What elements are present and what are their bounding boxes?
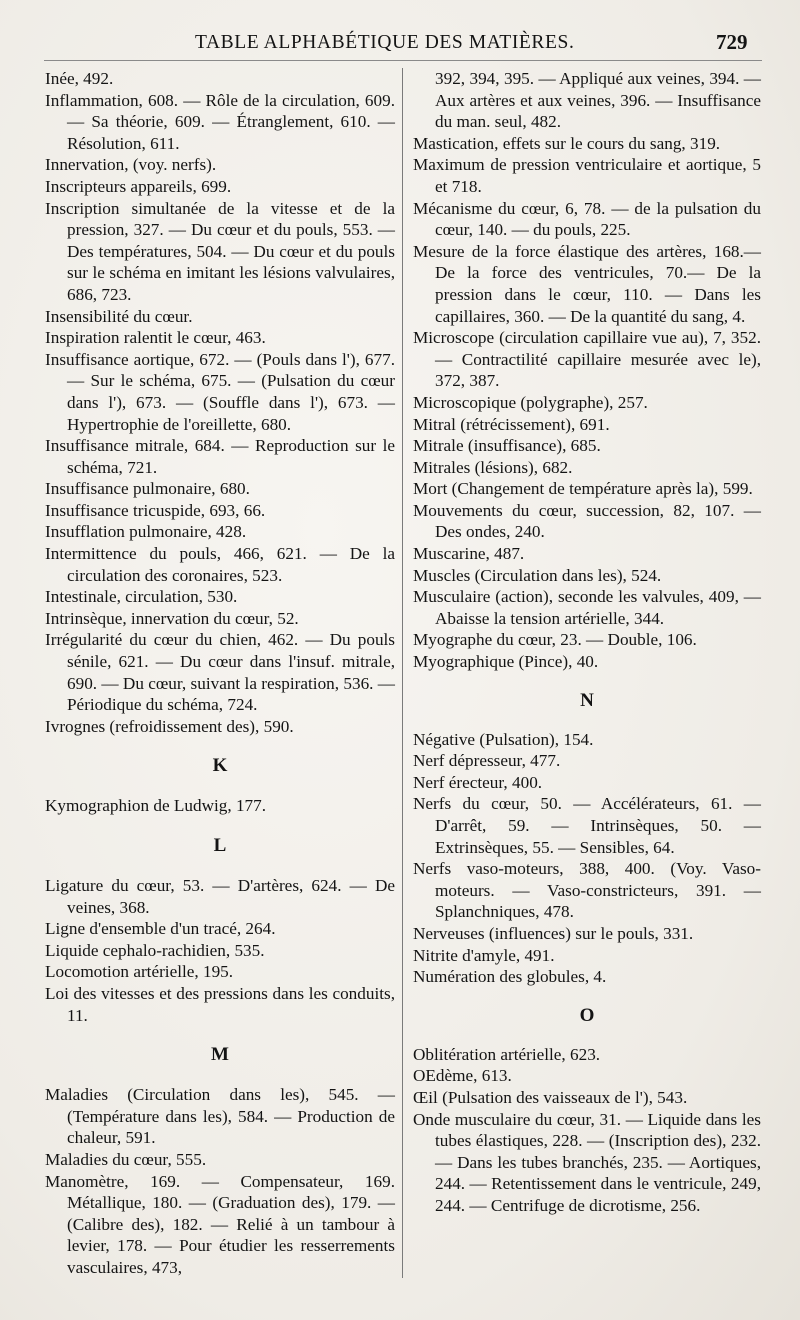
index-entry: Insufflation pulmonaire, 428. <box>45 522 247 542</box>
index-entry: OEdème, 613. <box>413 1066 512 1086</box>
right-column <box>413 68 761 1288</box>
index-entry: Onde musculaire du cœur, 31. — Liquide dans les tubes élastiques, 228. — (Inscription des), 232. — Dans les tubes branchés, 235. — Aortiques, 244. — Retentissement dans le ventricule, 249, 244. — Centrifuge de dicrotisme, 256. <box>413 1109 761 1215</box>
index-entry: Nerveuses (influences) sur le pouls, 331. <box>413 923 694 943</box>
index-entry: Intermittence du pouls, 466, 621. — De la circulation des coronaires, 523. <box>45 544 395 585</box>
index-entry: Nerfs du cœur, 50. — Accélérateurs, 61. — D'arrêt, 59. — Intrinsèques, 50. — Extrinsèques, 55. — Sensibles, 64. <box>413 794 761 857</box>
index-entry: Mort (Changement de température après la), 599. <box>413 479 753 499</box>
index-entry: Nerf érecteur, 400. <box>413 772 543 792</box>
section-letter-o: O <box>579 1004 595 1026</box>
index-section-i <box>45 68 395 737</box>
index-entry: Loi des vitesses et des pressions dans les conduits, 11. <box>45 983 395 1025</box>
index-entry: Insuffisance tricuspide, 693, 66. <box>45 500 266 520</box>
index-entry: Insuffisance mitrale, 684. — Reproduction sur le schéma, 721. <box>45 436 395 477</box>
index-section-l <box>45 875 395 1026</box>
index-entry: Numération des globules, 4. <box>413 967 607 987</box>
index-entry: Inflammation, 608. — Rôle de la circulation, 609. — Sa théorie, 609. — Étranglement, 610. — Résolution, 611. <box>45 90 395 153</box>
index-entry: Inspiration ralentit le cœur, 463. <box>45 328 266 348</box>
index-entry: Manomètre, 169. — Compensateur, 169. Métallique, 180. — (Graduation des), 179. — (Calibre des), 182. — Relié à un tambour à levier, 178. — Pour étudier les resserrements vasculaires, 473, <box>45 1171 395 1277</box>
index-entry: Microscope (circulation capillaire vue au), 7, 352. — Contractilité capillaire mesurée avec le), 372, 387. <box>413 328 761 391</box>
section-letter-m: M <box>211 1044 229 1066</box>
index-entry: Oblitération artérielle, 623. <box>413 1044 601 1064</box>
index-entry: Intrinsèque, innervation du cœur, 52. <box>45 608 299 628</box>
index-entry: Nerf dépresseur, 477. <box>413 751 561 771</box>
index-entry: Inscripteurs appareils, 699. <box>45 176 232 196</box>
index-entry: Mitrale (insuffisance), 685. <box>413 436 601 456</box>
index-entry: Intestinale, circulation, 530. <box>45 587 238 607</box>
index-section-m <box>45 1084 395 1278</box>
index-entry: Mécanisme du cœur, 6, 78. — de la pulsation du cœur, 140. — du pouls, 225. <box>413 198 761 240</box>
index-entry: Mastication, effets sur le cours du sang, 319. <box>413 133 721 153</box>
index-section-m-continued <box>413 133 761 673</box>
index-entry: Maximum de pression ventriculaire et aortique, 5 et 718. <box>413 155 761 196</box>
index-entry: Myographe du cœur, 23. — Double, 106. <box>413 630 697 650</box>
section-letter-n: N <box>580 689 594 711</box>
left-column <box>45 68 395 1288</box>
running-title: TABLE ALPHABÉTIQUE DES MATIÈRES. <box>195 32 575 53</box>
index-entry: Locomotion artérielle, 195. <box>45 962 234 982</box>
index-entry: Liquide cephalo-rachidien, 535. <box>45 940 265 960</box>
index-entry: Muscarine, 487. <box>413 544 525 564</box>
index-entry: Kymographion de Ludwig, 177. <box>45 796 267 816</box>
column-divider <box>402 68 403 1278</box>
index-entry: Ligne d'ensemble d'un tracé, 264. <box>45 919 276 939</box>
index-entry: Mitrales (lésions), 682. <box>413 457 573 477</box>
index-entry: Maladies du cœur, 555. <box>45 1149 207 1169</box>
page-header <box>0 32 800 62</box>
section-letter-k: K <box>212 755 228 777</box>
index-entry: Muscles (Circulation dans les), 524. <box>413 565 662 585</box>
index-entry: Négative (Pulsation), 154. <box>413 729 594 749</box>
index-entry: Microscopique (polygraphe), 257. <box>413 392 648 412</box>
index-entry: Œil (Pulsation des vaisseaux de l'), 543. <box>413 1087 688 1107</box>
page-number: 729 <box>716 30 748 54</box>
index-entry: Maladies (Circulation dans les), 545. — (Température dans les), 584. — Production de chaleur, 591. <box>45 1085 395 1148</box>
index-entry: Inscription simultanée de la vitesse et de la pression, 327. — Du cœur et du pouls, 553. — Des températures, 504. — Du cœur et du pouls sur le schéma en imitant les lésions valvulaires, 686, 723. <box>45 198 395 304</box>
index-entry: Ivrognes (refroidissement des), 590. <box>45 716 294 736</box>
index-entry: Irrégularité du cœur du chien, 462. — Du pouls sénile, 621. — Du cœur dans l'insuf. mitrale, 690. — Du cœur, suivant la respiration, 536. — Périodique du schéma, 724. <box>45 630 395 715</box>
index-entry: Mouvements du cœur, succession, 82, 107. — Des ondes, 240. <box>413 500 761 542</box>
index-entry: Musculaire (action), seconde les valvules, 409, — Abaisse la tension artérielle, 344. <box>413 587 761 628</box>
index-entry: Nitrite d'amyle, 491. <box>413 945 555 965</box>
index-section-n <box>413 729 761 988</box>
index-entry: Mesure de la force élastique des artères, 168.— De la force des ventricules, 70.— De la pression dans le cœur, 110. — Dans les capillaires, 360. — De la quantité du sang, 4. <box>413 241 761 326</box>
index-entry: Inée, 492. <box>45 69 114 88</box>
index-entry: Insensibilité du cœur. <box>45 306 193 326</box>
index-entry: Ligature du cœur, 53. — D'artères, 624. — De veines, 368. <box>45 876 395 917</box>
index-entry-continuation: 392, 394, 395. — Appliqué aux veines, 394. — Aux artères et aux veines, 396. — Insuffisance du man. seul, 482. <box>435 69 761 132</box>
index-entry: Insuffisance pulmonaire, 680. <box>45 479 250 499</box>
header-rule <box>44 60 762 61</box>
index-entry: Insuffisance aortique, 672. — (Pouls dans l'), 677. — Sur le schéma, 675. — (Pulsation du cœur dans l'), 673. — (Souffle dans l'), 673. — Hypertrophie de l'oreillette, 680. <box>45 349 395 434</box>
index-entry: Mitral (rétrécissement), 691. <box>413 414 610 434</box>
index-entry: Myographique (Pince), 40. <box>413 652 599 672</box>
index-entry: Innervation, (voy. nerfs). <box>45 155 217 175</box>
index-section-k <box>45 795 395 817</box>
section-letter-l: L <box>213 835 227 856</box>
index-entry: Nerfs vaso-moteurs, 388, 400. (Voy. Vaso-moteurs. — Vaso-constricteurs, 391. — Splanchniques, 478. <box>413 859 761 922</box>
index-section-o <box>413 1044 761 1217</box>
